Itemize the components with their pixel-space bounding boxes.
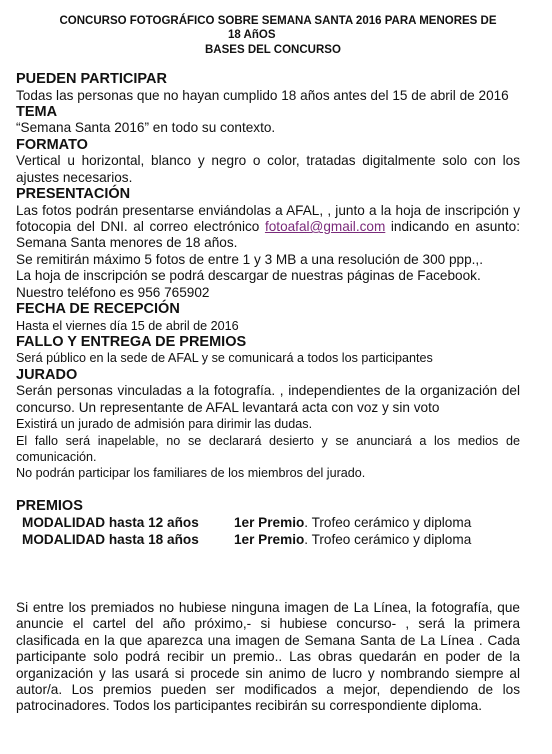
jurado-text-1: Serán personas vinculadas a la fotografía. , independientes de la organización del concurso. Un representante de AFAL levantará acta con voz y sin voto: [16, 383, 520, 415]
section-title-participar: PUEDEN PARTICIPAR: [16, 71, 167, 87]
section-title-recepcion: FECHA DE RECEPCIÓN: [16, 301, 180, 318]
prize-place: 1er Premio: [234, 515, 305, 531]
section-title-jurado: JURADO: [16, 366, 78, 383]
closing-paragraph-block: [16, 600, 520, 715]
section-text-participar: Todas las personas que no hayan cumplido 18 años antes del 15 de abril de 2016: [16, 87, 509, 103]
section-text-presentacion: [16, 203, 520, 252]
prize-place: 1er Premio: [234, 532, 305, 548]
jurado-text-3: El fallo será inapelable, no se declarará desierto y se anunciará a los medios de comunicación.: [16, 433, 520, 464]
rules-body: [16, 71, 520, 548]
presentacion-text-after-email: indicando en asunto: Semana Santa menores de 18 años.: [16, 219, 521, 251]
section-text-recepcion: Hasta el viernes día 15 de abril de 2016: [16, 318, 239, 333]
section-text-fallo: Será público en la sede de AFAL y se comunicará a todos los participantes: [16, 351, 433, 366]
section-title-fallo: FALLO Y ENTREGA DE PREMIOS: [16, 333, 247, 350]
prize-modalidad: MODALIDAD hasta 18 años: [22, 532, 199, 548]
closing-paragraph: Si entre los premiados no hubiese ninguna imagen de La Línea, la fotografía, que anuncie el cartel del año próximo,- si hubiese concurso- , será la primera clasificada en la que aparezca una imagen de Semana Santa de La Línea . Cada participante solo podrá recibir un premio.. Las obras quedarán en poder de la organización y las usará si procede sin animo de lucro y nombrando siempre al autor/a. Los premios pueden ser modificados a mejor, dependiendo de los patrocinadores. Todos los participantes recibirán su correspondiente diploma.: [16, 600, 520, 714]
contest-title-line2: 18 AñOS: [228, 29, 276, 41]
section-text-tema: “Semana Santa 2016” en todo su contexto.: [16, 120, 276, 136]
prize-row: [16, 531, 520, 548]
prize-description: . Trofeo cerámico y diploma: [304, 532, 472, 548]
section-title-presentacion: PRESENTACIÓN: [16, 186, 131, 203]
prize-description: . Trofeo cerámico y diploma: [304, 515, 472, 531]
section-title-formato: FORMATO: [16, 136, 88, 153]
presentacion-text-before-email: Las fotos podrán presentarse enviándolas a AFAL, , junto a la hoja de inscripción y fotocopia del DNI. al correo electrónico: [16, 202, 520, 235]
section-title-premios: PREMIOS: [16, 497, 83, 514]
presentacion-form-download: La hoja de inscripción se podrá descargar de nuestras páginas de Facebook.: [16, 268, 481, 284]
prize-row: [16, 514, 520, 531]
jurado-text-2: Existirá un jurado de admisión para dirimir las dudas.: [16, 417, 313, 432]
email-link[interactable]: fotoafal@gmail.com: [264, 219, 386, 235]
presentacion-file-limits: Se remitirán máximo 5 fotos de entre 1 y 3 MB a una resolución de 300 ppp.,.: [16, 251, 483, 267]
rules-heading: BASES DEL CONCURSO: [205, 44, 341, 56]
prize-modalidad: MODALIDAD hasta 12 años: [22, 515, 199, 531]
contest-title: CONCURSO FOTOGRÁFICO SOBRE SEMANA SANTA 2016 PARA MENORES DE: [59, 15, 497, 27]
presentacion-phone: Nuestro teléfono es 956 765902: [16, 284, 210, 300]
spacer: [16, 482, 520, 498]
section-text-formato: Vertical u horizontal, blanco y negro o color, tratadas digitalmente solo con los ajustes necesarios.: [16, 153, 520, 185]
section-title-tema: TEMA: [16, 103, 58, 120]
jurado-text-4: No podrán participar los familiares de los miembros del jurado.: [16, 466, 366, 481]
